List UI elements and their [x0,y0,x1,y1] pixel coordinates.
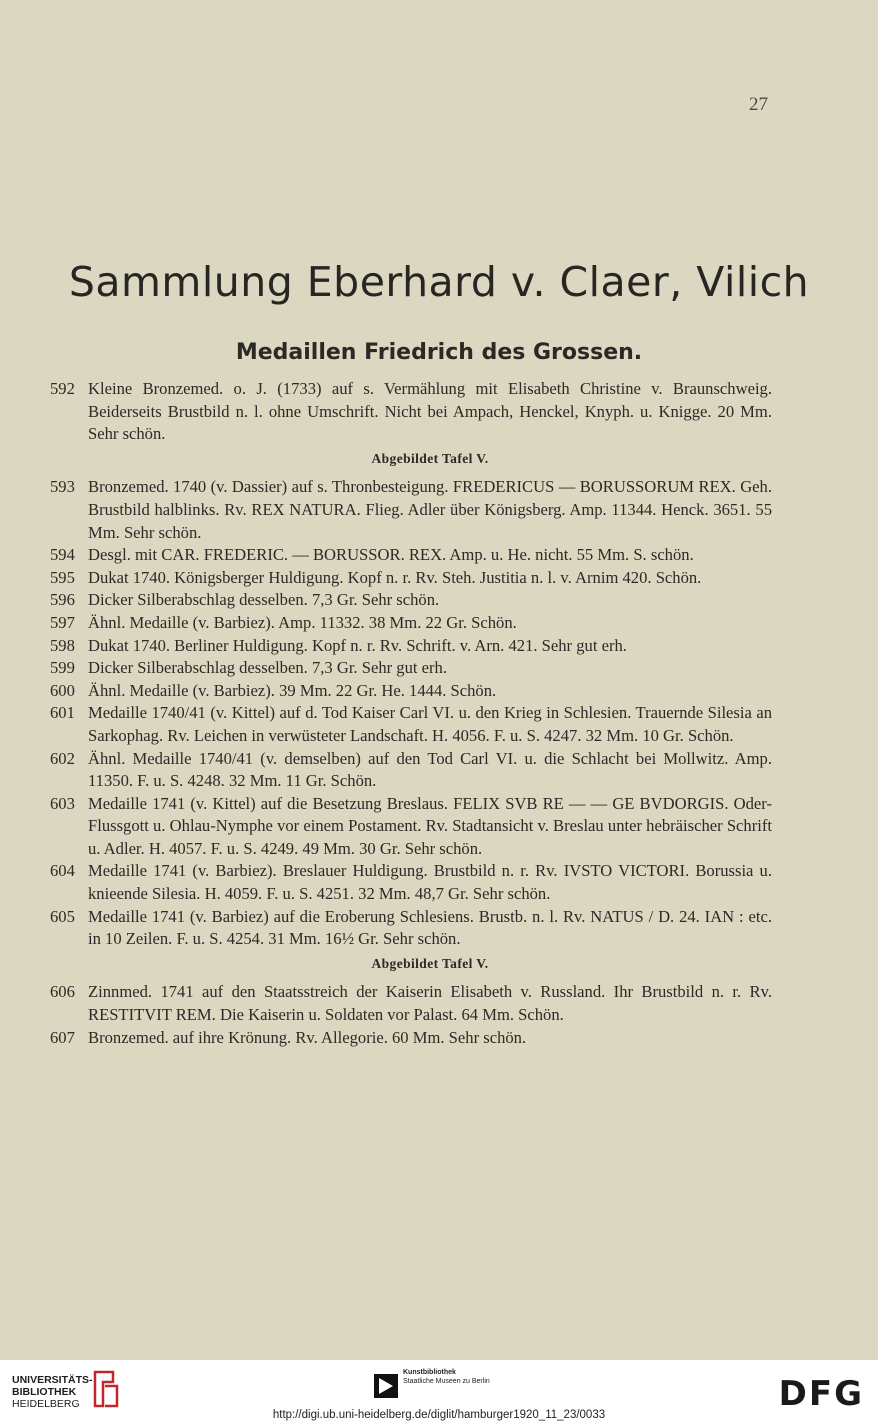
entry-description: Dicker Silberabschlag desselben. 7,3 Gr. Sehr gut erh. [88,658,447,678]
entry-number: 593 [50,477,75,497]
entry-number: 595 [50,567,75,587]
source-url-link[interactable]: http://digi.ub.uni-heidelberg.de/diglit/hamburger1920_11_23/0033 [272,1409,606,1421]
footer-bar [0,1360,878,1423]
entry-number: 604 [50,861,75,881]
entry-description: Zinnmed. 1741 auf den Staatsstreich der Kaiserin Elisabeth v. Russland. Ihr Brustbild n. r. Rv. RESTITVIT REM. Die Kaiserin u. Soldaten vor Palast. 64 Mm. Schön. [88,982,772,1025]
entry-description: Medaille 1741 (v. Barbiez). Breslauer Huldigung. Brustbild n. r. Rv. IVSTO VICTORI. Borussia u. knieende Silesia. H. 4059. F. u. S. 4251. 32 Mm. 48,7 Gr. Sehr schön. [88,861,772,904]
dfg-logo[interactable]: DFG [778,1374,864,1414]
entry-number: 606 [50,982,75,1002]
figure-caption: Abgebildet Tafel V. [371,955,489,971]
catalog-entry [50,589,772,612]
catalog-entry [50,378,772,446]
catalog-entry [50,567,772,590]
catalog-entry [50,476,772,544]
entry-description: Desgl. mit CAR. FREDERIC. — BORUSSOR. REX. Amp. u. He. nicht. 55 Mm. S. schön. [88,545,694,565]
entry-number: 605 [50,906,75,926]
catalog-entry [50,981,772,1026]
entry-description: Ähnl. Medaille (v. Barbiez). 39 Mm. 22 Gr. He. 1444. Schön. [88,680,497,700]
entry-number: 602 [50,748,75,768]
section-subtitle: Medaillen Friedrich des Grossen. [235,340,643,365]
page-title: Sammlung Eberhard v. Claer, Vilich [68,258,810,306]
catalog-entry [50,635,772,658]
catalog-entry [50,702,772,747]
catalog-entry [50,906,772,951]
library-name-line1: UNIVERSITÄTS- [12,1374,93,1386]
entry-number: 607 [50,1027,75,1047]
entry-description: Kleine Bronzemed. o. J. (1733) auf s. Vermählung mit Elisabeth Christine v. Braunschweig. Beiderseits Brustbild n. l. ohne Umschrift. Nicht bei Ampach, Henckel, Knyph. u. Knigge. 20 Mm. Sehr schön. [88,379,772,444]
catalog-entry [50,1027,772,1050]
entry-description: Bronzemed. 1740 (v. Dassier) auf s. Thronbesteigung. FREDERICUS — BORUSSORUM REX. Geh. Brustbild halblinks. Rv. REX NATURA. Flieg. Adler über Königsberg. Amp. 11344. Henck. 3651. 55 Mm. Sehr schön. [88,477,772,542]
figure-caption: Abgebildet Tafel V. [371,450,489,466]
kunstbibliothek-title: Kunstbibliothek [403,1369,456,1376]
kunstbibliothek-logo[interactable] [374,1368,490,1398]
catalog-entry [50,748,772,793]
catalog-entry [50,544,772,567]
library-name-line3: HEIDELBERG [12,1398,80,1410]
entry-number: 596 [50,590,75,610]
page-number: 27 [749,94,768,115]
entry-description: Dukat 1740. Königsberger Huldigung. Kopf n. r. Rv. Steh. Justitia n. l. v. Arnim 420. Schön. [88,567,702,587]
entry-description: Bronzemed. auf ihre Krönung. Rv. Allegorie. 60 Mm. Sehr schön. [88,1027,527,1047]
entry-number: 599 [50,658,75,678]
entry-description: Dukat 1740. Berliner Huldigung. Kopf n. r. Rv. Schrift. v. Arn. 421. Sehr gut erh. [88,635,627,655]
kunstbibliothek-icon [374,1374,398,1398]
entry-description: Dicker Silberabschlag desselben. 7,3 Gr. Sehr schön. [88,590,440,610]
entry-description: Medaille 1741 (v. Kittel) auf die Besetzung Breslaus. FELIX SVB RE — — GE BVDORGIS. Oder-Flussgott u. Ohlau-Nymphe vor einem Postament. Rv. Stadtansicht v. Breslau unter hebräischer Schrift u. Adler. H. 4057. F. u. S. 4249. 49 Mm. 30 Gr. Sehr schön. [88,793,772,858]
entry-description: Ähnl. Medaille (v. Barbiez). Amp. 11332. 38 Mm. 22 Gr. Schön. [88,612,517,632]
catalog-entry [50,680,772,703]
entry-description: Medaille 1740/41 (v. Kittel) auf d. Tod Kaiser Carl VI. u. den Krieg in Schlesien. Trauernde Silesia an Sarkophag. Rv. Leichen in verwüsteter Landschaft. H. 4056. F. u. S. 4247. 32 Mm. 10 Gr. Schön. [88,703,772,745]
kunstbibliothek-subtitle: Staatliche Museen zu Berlin [403,1378,490,1385]
entry-number: 594 [50,545,75,565]
catalog-entry [50,793,772,861]
entry-number: 592 [50,379,75,398]
library-mark-icon [91,1368,121,1410]
entry-number: 601 [50,703,75,723]
library-name-line2: BIBLIOTHEK [12,1386,77,1398]
entry-number: 600 [50,680,75,700]
entry-number: 603 [50,793,75,813]
entry-number: 597 [50,612,75,632]
entry-number: 598 [50,635,75,655]
catalog-entry [50,860,772,905]
catalog-entry [50,657,772,680]
entry-description: Medaille 1741 (v. Barbiez) auf die Eroberung Schlesiens. Brustb. n. l. Rv. NATUS / D. 24. IAN : etc. in 10 Zeilen. F. u. S. 4254. 31 Mm. 16½ Gr. Sehr schön. [88,906,772,949]
catalog-entry [50,612,772,635]
catalog-entry-list [50,378,772,1049]
entry-description: Ähnl. Medaille 1740/41 (v. demselben) auf den Tod Carl VI. u. die Schlacht bei Mollwitz. Amp. 11350. F. u. S. 4248. 32 Mm. 11 Gr. Schön. [88,748,772,791]
heidelberg-library-logo[interactable] [12,1374,93,1410]
